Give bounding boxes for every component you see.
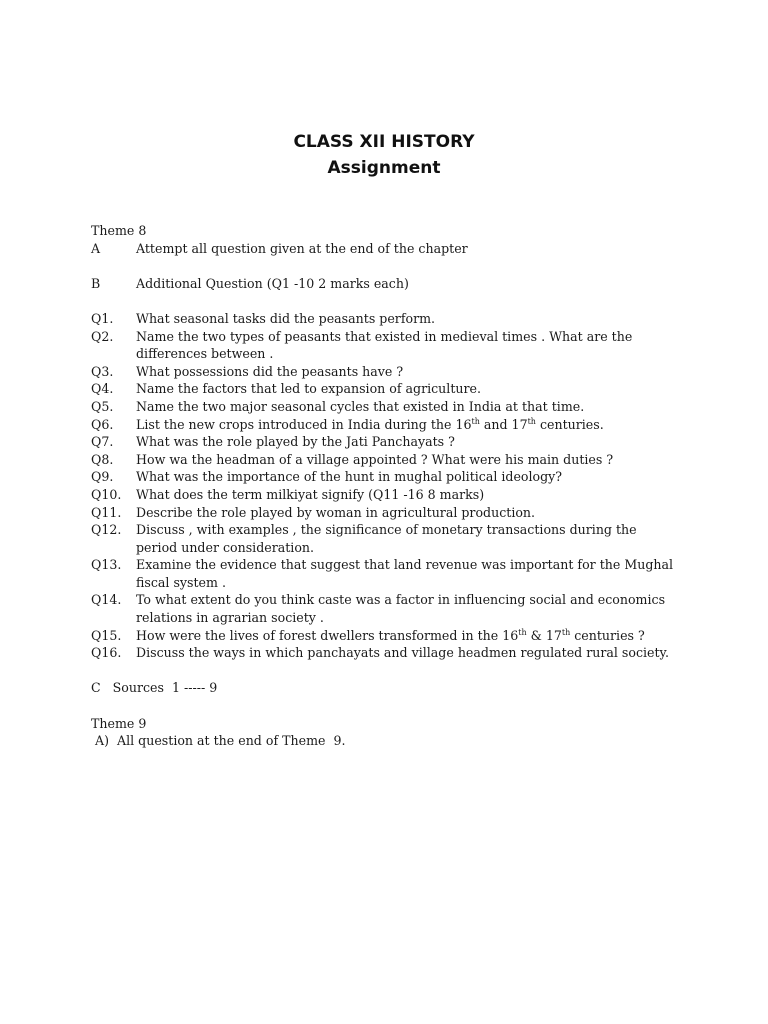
ordinal-superscript: th bbox=[471, 416, 480, 426]
question-number: Q2. bbox=[91, 328, 114, 344]
question-number: Q16. bbox=[91, 645, 122, 661]
theme9-heading: Theme 9 bbox=[91, 715, 147, 731]
theme9-section-a: A) All question at the end of Theme 9. bbox=[91, 733, 346, 749]
question-text-part: List the new crops introduced in India during the 16 bbox=[136, 416, 472, 432]
question-item bbox=[91, 310, 691, 328]
section-c: C Sources 1 ----- 9 bbox=[91, 680, 218, 696]
question-list bbox=[91, 310, 691, 662]
question-text: What was the role played by the Jati Panchayats ? bbox=[136, 434, 455, 450]
question-item bbox=[91, 363, 691, 381]
question-text: Examine the evidence that suggest that land revenue was important for the Mughal fiscal system . bbox=[136, 557, 674, 590]
question-item bbox=[91, 433, 691, 451]
question-item bbox=[91, 328, 691, 363]
question-item bbox=[91, 504, 691, 522]
page-subtitle: Assignment bbox=[327, 158, 441, 178]
question-text: Name the factors that led to expansion of agriculture. bbox=[136, 381, 481, 397]
page-title: CLASS XII HISTORY bbox=[293, 132, 475, 152]
question-number: Q3. bbox=[91, 363, 114, 379]
question-item bbox=[91, 451, 691, 469]
question-number: Q5. bbox=[91, 398, 114, 414]
question-text: Discuss the ways in which panchayats and village headmen regulated rural society. bbox=[136, 645, 669, 661]
question-number: Q4. bbox=[91, 381, 114, 397]
question-number: Q15. bbox=[91, 627, 122, 643]
assignment-body bbox=[91, 222, 691, 750]
question-number: Q9. bbox=[91, 469, 114, 485]
theme8-heading: Theme 8 bbox=[91, 223, 147, 238]
section-a bbox=[91, 240, 691, 258]
ordinal-superscript: th bbox=[561, 627, 571, 637]
section-a-label: A bbox=[91, 240, 101, 256]
question-item bbox=[91, 591, 691, 626]
question-item bbox=[91, 468, 691, 486]
question-number: Q11. bbox=[91, 504, 122, 520]
title-block bbox=[0, 129, 768, 181]
question-item bbox=[91, 521, 691, 556]
ordinal-superscript: th bbox=[518, 627, 527, 637]
question-number: Q1. bbox=[91, 310, 114, 326]
question-number: Q14. bbox=[91, 592, 122, 608]
question-number: Q6. bbox=[91, 416, 114, 432]
question-text: What seasonal tasks did the peasants perform. bbox=[136, 310, 436, 326]
question-item bbox=[91, 380, 691, 398]
question-text-part: How were the lives of forest dwellers transformed in the 16 bbox=[136, 627, 519, 643]
question-text: Name the two major seasonal cycles that existed in India at that time. bbox=[136, 398, 585, 414]
question-item bbox=[91, 644, 691, 662]
question-text: Describe the role played by woman in agricultural production. bbox=[136, 504, 536, 520]
question-text: What does the term milkiyat signify (Q11 -16 8 marks) bbox=[136, 486, 485, 502]
question-text-part: centuries ? bbox=[570, 627, 645, 643]
question-text bbox=[136, 416, 676, 434]
ordinal-superscript: th bbox=[527, 416, 536, 426]
question-text-part: and 17 bbox=[479, 416, 528, 432]
question-item bbox=[91, 556, 691, 591]
section-b-label: B bbox=[91, 275, 101, 291]
question-text: What possessions did the peasants have ? bbox=[136, 363, 404, 379]
section-b-text: Additional Question (Q1 -10 2 marks each) bbox=[136, 275, 409, 291]
question-item bbox=[91, 398, 691, 416]
question-number: Q8. bbox=[91, 451, 114, 467]
question-text: How wa the headman of a village appointed ? What were his main duties ? bbox=[136, 451, 614, 467]
section-b bbox=[91, 275, 691, 293]
question-text-part: & 17 bbox=[526, 627, 562, 643]
question-number: Q13. bbox=[91, 557, 122, 573]
question-text: Name the two types of peasants that existed in medieval times . What are the differences between . bbox=[136, 328, 633, 362]
question-text: Discuss , with examples , the significance of monetary transactions during the period under consideration. bbox=[136, 522, 637, 555]
question-item bbox=[91, 627, 691, 645]
question-number: Q10. bbox=[91, 486, 122, 502]
question-text-part: centuries. bbox=[535, 416, 604, 432]
question-number: Q7. bbox=[91, 434, 114, 450]
question-number: Q12. bbox=[91, 522, 122, 538]
question-text: What was the importance of the hunt in mughal political ideology? bbox=[136, 469, 563, 485]
question-item bbox=[91, 416, 691, 434]
question-item bbox=[91, 486, 691, 504]
section-a-text: Attempt all question given at the end of the chapter bbox=[136, 240, 468, 256]
question-text bbox=[136, 627, 676, 645]
question-text: To what extent do you think caste was a factor in influencing social and economics relations in agrarian society . bbox=[136, 592, 666, 626]
